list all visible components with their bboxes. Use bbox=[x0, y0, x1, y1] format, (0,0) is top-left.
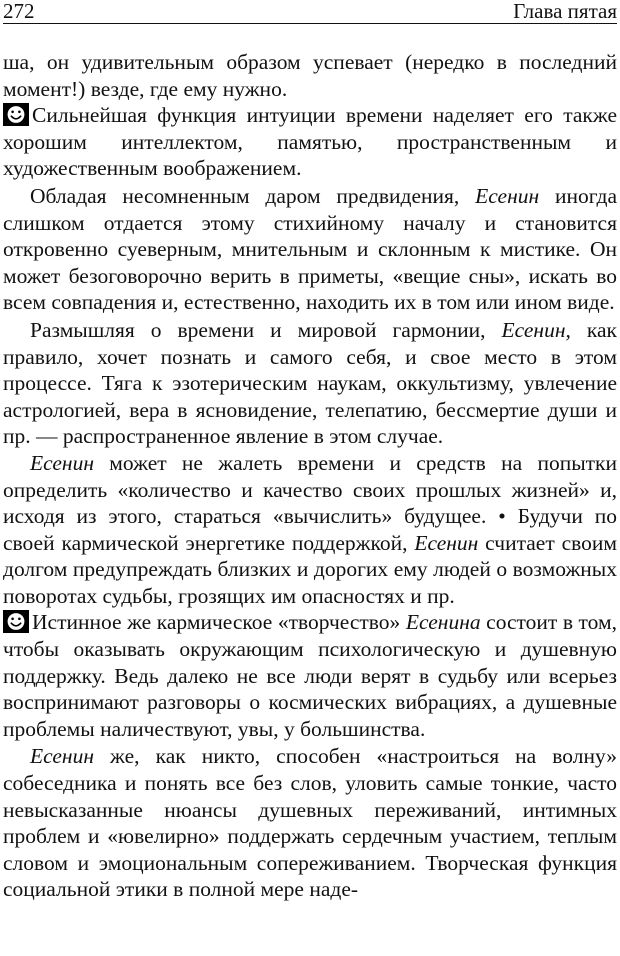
italic-name: Есенин bbox=[30, 744, 95, 769]
italic-name: Есенин, bbox=[501, 317, 571, 342]
paragraph-smiley-2 bbox=[3, 609, 617, 742]
text-run: состоит в том, чтобы оказывать окружающим психологическую и душевную поддержку. Ведь далеко не все люди верят в судьбу или всерьез воспринимают разговоры о космических вибрациях, а душевные проблемы наличествуют, увы, у большинства. bbox=[3, 610, 617, 741]
paragraph-tuning bbox=[3, 743, 617, 903]
page-header bbox=[3, 0, 617, 24]
paragraph-past-lives bbox=[3, 450, 617, 610]
smiley-face-icon bbox=[3, 103, 29, 126]
paragraph-foresight bbox=[3, 183, 617, 316]
running-chapter-title: Глава пятая bbox=[513, 0, 617, 23]
paragraph-text: Сильнейшая функция интуиции времени наделяет его также хорошим интеллектом, памятью, пространственным и художественным воображением. bbox=[3, 103, 617, 181]
text-run: Размышляя о времени и мировой гармонии, bbox=[30, 317, 502, 342]
text-run: может не жалеть времени и средств на попытки определить «количество и качество своих прошлых жизней» и, исходя из этого, стараться «вычислить» будущее. • Будучи по своей кармической энергетике поддержкой, bbox=[3, 450, 617, 555]
page-number: 272 bbox=[3, 0, 35, 23]
page-body bbox=[3, 49, 617, 903]
italic-name: Есенин bbox=[475, 183, 540, 208]
italic-name: Есенин bbox=[30, 450, 95, 475]
italic-name: Есенин bbox=[414, 530, 479, 555]
italic-name: Есенина bbox=[405, 610, 481, 635]
text-run: Истинное же кармическое «творчество» bbox=[32, 610, 406, 635]
text-run: же, как никто, способен «настроиться на волну» собеседника и понять все без слов, уловить самые тонкие, часто невысказанные нюансы душевных переживаний, интимных проблем и «ювелирно» поддержать сердечным участием, теплым словом и эмоциональным сопереживанием. Творческая функция социальной этики в полной мере наде- bbox=[3, 744, 617, 902]
text-run: как правило, хочет познать и самого себя, и свое место в этом процессе. Тяга к эзотерическим наукам, оккультизму, увлечение астрологией, вера в ясновидение, телепатию, бессмертие души и пр. — распространенное явление в этом случае. bbox=[3, 317, 618, 449]
paragraph-harmony bbox=[3, 317, 617, 450]
text-run: Обладая несомненным даром предвидения, bbox=[30, 183, 476, 208]
paragraph-smiley-1 bbox=[3, 102, 617, 182]
paragraph-text: ша, он удивительным образом успевает (нередко в последний момент!) везде, где ему нужно. bbox=[3, 50, 617, 101]
smiley-face-icon bbox=[3, 610, 29, 633]
text-run: иногда слишком отдается этому стихийному началу и становится откровенно суеверным, мнительным и склонным к мистике. Он может безоговорочно верить в приметы, «вещие сны», искать во всем совпадения и, естественно, находить их в том или ином виде. bbox=[3, 183, 617, 315]
text-run: считает своим долгом предупреждать близких и дорогих ему людей о возможных поворотах судьбы, грозящих им опасностях и пр. bbox=[3, 530, 617, 608]
paragraph-continuation bbox=[3, 49, 617, 102]
